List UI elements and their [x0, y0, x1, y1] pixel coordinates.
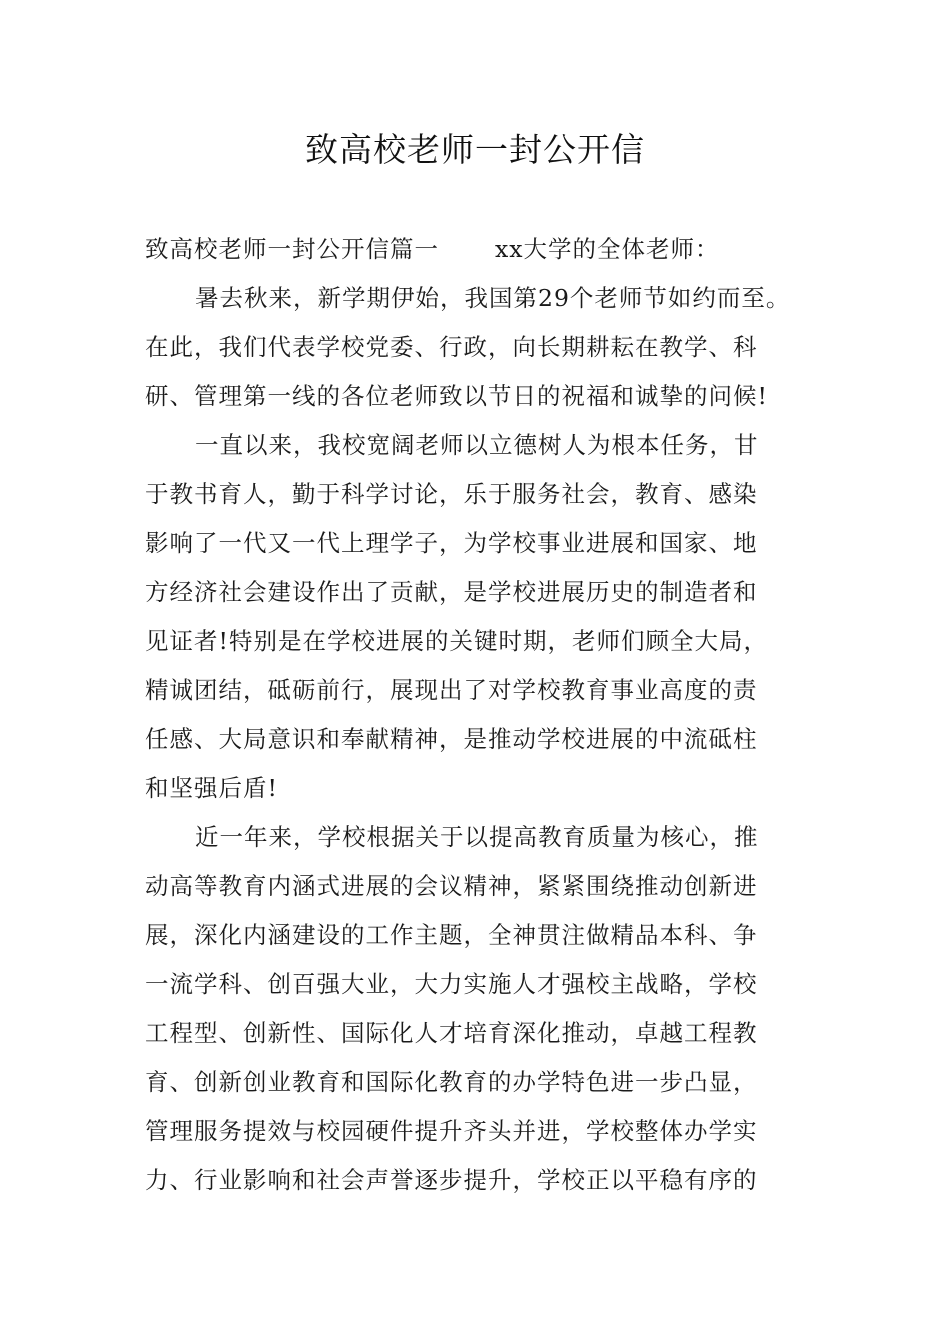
paragraph-line: 近一年来，学校根据关于以提高教育质量为核心，推 — [195, 823, 759, 851]
document-body — [145, 225, 810, 1205]
paragraph-1 — [145, 274, 810, 421]
paragraph-line: 精诚团结，砥砺前行，展现出了对学校教育事业高度的责 — [145, 676, 758, 704]
paragraph-line: 育、创新创业教育和国际化教育的办学特色进一步凸显， — [145, 1068, 758, 1096]
paragraph-line: 管理服务提效与校园硬件提升齐头并进，学校整体办学实 — [145, 1117, 758, 1145]
paragraph-line: 力、行业影响和社会声誉逐步提升，学校正以平稳有序的 — [145, 1166, 758, 1194]
paragraph-line: 工程型、创新性、国际化人才培育深化推动，卓越工程教 — [145, 1019, 758, 1047]
paragraph-line: 见证者!特别是在学校进展的关键时期，老师们顾全大局， — [145, 627, 768, 655]
document-title: 致高校老师一封公开信 — [305, 130, 645, 169]
paragraph-line: 暑去秋来，新学期伊始，我国第29个老师节如约而至。 — [195, 284, 791, 312]
paragraph-line: 动高等教育内涵式进展的会议精神，紧紧围绕推动创新进 — [145, 872, 758, 900]
paragraph-line: 任感、大局意识和奉献精神，是推动学校进展的中流砥柱 — [145, 725, 758, 753]
paragraph-line: 方经济社会建设作出了贡献，是学校进展历史的制造者和 — [145, 578, 758, 606]
paragraph-2 — [145, 421, 810, 813]
paragraph-line: 和坚强后盾! — [145, 774, 278, 802]
paragraph-line: 影响了一代又一代上理学子，为学校事业进展和国家、地 — [145, 529, 758, 557]
paragraph-line: 在此，我们代表学校党委、行政，向长期耕耘在教学、科 — [145, 333, 758, 361]
paragraph-3 — [145, 813, 810, 1205]
paragraph-line: 一直以来，我校宽阔老师以立德树人为根本任务，甘 — [195, 431, 759, 459]
paragraph-line: 于教书育人，勤于科学讨论，乐于服务社会，教育、感染 — [145, 480, 758, 508]
paragraph-line: 研、管理第一线的各位老师致以节日的祝福和诚挚的问候! — [145, 382, 768, 410]
greeting-line — [145, 225, 810, 274]
paragraph-line: 一流学科、创百强大业，大力实施人才强校主战略，学校 — [145, 970, 758, 998]
greeting-addressee: xx大学的全体老师： — [495, 235, 720, 263]
paragraph-line: 展，深化内涵建设的工作主题，全神贯注做精品本科、争 — [145, 921, 758, 949]
greeting-prefix: 致高校老师一封公开信篇一 — [145, 235, 439, 263]
